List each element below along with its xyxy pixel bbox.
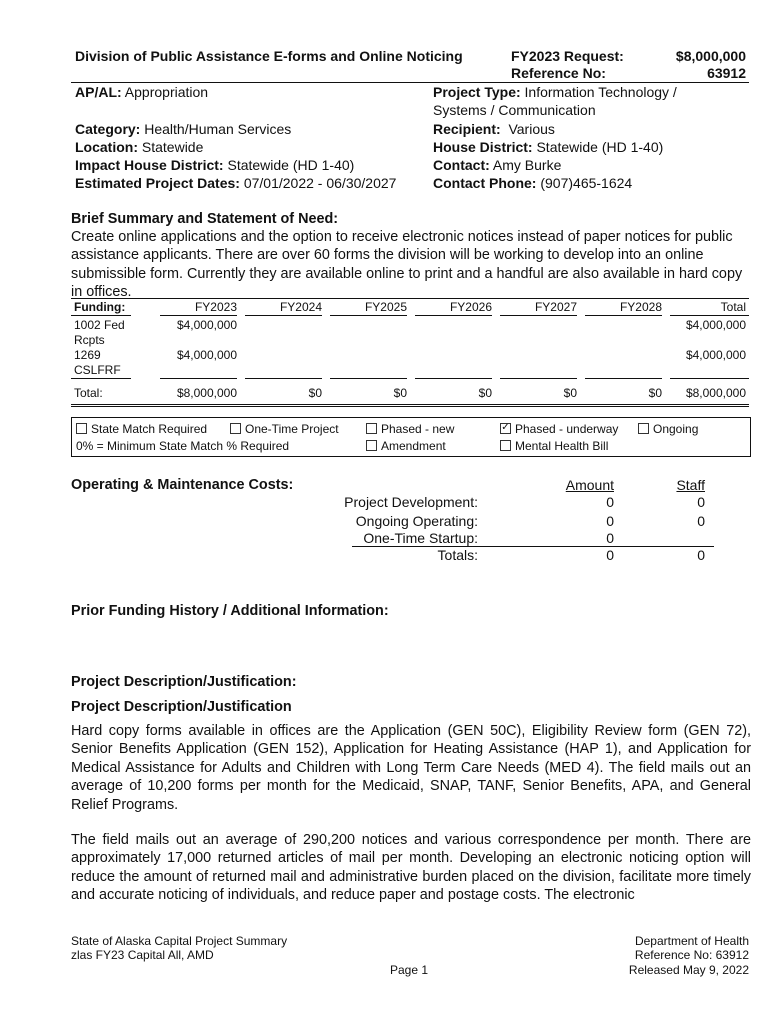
house-district-line: House District: Statewide (HD 1-40) xyxy=(433,139,664,155)
phased-new-checkbox[interactable]: Phased - new xyxy=(366,422,454,436)
funding-header-fy2024: FY2024 xyxy=(279,300,322,314)
funding-header-underline xyxy=(670,315,749,316)
mental-health-bill-checkbox[interactable]: Mental Health Bill xyxy=(500,439,608,453)
funding-subtotal-rule xyxy=(500,378,577,379)
category-line: Category: Health/Human Services xyxy=(75,121,292,137)
om-row-amount: 0 xyxy=(606,494,614,510)
impact-district-line: Impact House District: Statewide (HD 1-40) xyxy=(75,157,355,173)
funding-header-fy2025: FY2025 xyxy=(364,300,407,314)
footer-right-1: Department of Health xyxy=(634,934,749,948)
om-totals-label: Totals: xyxy=(437,547,478,563)
amendment-checkbox[interactable]: Amendment xyxy=(366,439,446,453)
summary-text: Create online applications and the option to receive electronic notices instead of paper notices for public assistance applicants. There are over 60 forms the division will be working to develop into an online submissible form. Currently they are available online to print and a handful are also available in hard copy in offices. xyxy=(71,229,743,301)
funding-subtotal-rule xyxy=(330,378,407,379)
funding-subtotal-rule xyxy=(245,378,322,379)
funding-header-underline xyxy=(415,315,492,316)
reference-value: 63912 xyxy=(707,65,746,81)
funding-subtotal-rule xyxy=(71,378,131,379)
funding-total-total: $8,000,000 xyxy=(685,386,746,400)
funding-header-fy2026: FY2026 xyxy=(449,300,492,314)
prior-funding-heading: Prior Funding History / Additional Information: xyxy=(71,603,389,619)
checked-checkbox-icon xyxy=(500,423,511,434)
funding-header-underline xyxy=(71,315,131,316)
footer-left-2: zlas FY23 Capital All, AMD xyxy=(71,948,214,962)
funding-total-label: Total: xyxy=(74,386,103,400)
footer-right-3: Released May 9, 2022 xyxy=(628,963,749,977)
funding-subtotal-rule xyxy=(160,378,237,379)
om-row-label: Project Development: xyxy=(344,494,478,510)
checkbox-icon xyxy=(500,440,511,451)
request-label: FY2023 Request: xyxy=(511,48,624,64)
summary-heading: Brief Summary and Statement of Need: xyxy=(71,211,339,227)
funding-row-2-label: 1269 xyxy=(74,348,101,362)
om-totals-staff: 0 xyxy=(697,547,705,563)
funding-row-2-fy2023: $4,000,000 xyxy=(176,348,237,362)
om-staff-header: Staff xyxy=(676,477,705,493)
description-paragraph-1: Hard copy forms available in offices are the Application (GEN 50C), Eligibility Review form (GEN 72), Senior Benefits Application (GEN 152), Application for Heating Assistance (HAP 1), and Application for Medical Assistance for Adults and Children with Long Term Care Needs (MED 4). The field mails out an average of 10,200 forms per month for the Medicaid, SNAP, TANF, Senior Benefits, APA, and General Relief Programs. xyxy=(71,723,751,813)
checkbox-icon xyxy=(638,423,649,434)
funding-header-fy2027: FY2027 xyxy=(534,300,577,314)
footer-left-1: State of Alaska Capital Project Summary xyxy=(71,934,288,948)
funding-row-2-label-2: CSLFRF xyxy=(74,363,121,377)
om-row-staff: 0 xyxy=(697,494,705,510)
min-state-match-text: 0% = Minimum State Match % Required xyxy=(76,439,290,453)
one-time-project-checkbox[interactable]: One-Time Project xyxy=(230,422,339,436)
funding-header-fy2023: FY2023 xyxy=(194,300,237,314)
project-type-line: Project Type: Information Technology / xyxy=(433,84,677,100)
reference-label: Reference No: xyxy=(511,65,606,81)
location-line: Location: Statewide xyxy=(75,139,204,155)
om-row-label: Ongoing Operating: xyxy=(355,513,478,529)
ongoing-checkbox[interactable]: Ongoing xyxy=(638,422,698,436)
funding-total-fy2028: $0 xyxy=(648,386,662,400)
phased-underway-checkbox[interactable]: ✓ Phased - underway xyxy=(500,422,618,436)
om-row-staff: 0 xyxy=(697,513,705,529)
funding-header-label: Funding: xyxy=(74,300,126,314)
om-row-amount: 0 xyxy=(606,513,614,529)
funding-row-2-total: $4,000,000 xyxy=(685,348,746,362)
funding-header-underline xyxy=(500,315,577,316)
checkbox-icon xyxy=(230,423,241,434)
funding-header-underline xyxy=(245,315,322,316)
funding-total-fy2026: $0 xyxy=(478,386,492,400)
request-value: $8,000,000 xyxy=(675,48,746,64)
project-dates-line: Estimated Project Dates: 07/01/2022 - 06/30/2027 xyxy=(75,175,397,191)
project-type-line-2: Systems / Communication xyxy=(433,102,596,118)
funding-subtotal-rule xyxy=(415,378,492,379)
funding-total-fy2023: $8,000,000 xyxy=(176,386,237,400)
funding-subtotal-rule xyxy=(585,378,662,379)
funding-header-underline xyxy=(330,315,407,316)
funding-row-1-fy2023: $4,000,000 xyxy=(176,318,237,332)
contact-line: Contact: Amy Burke xyxy=(433,157,562,173)
funding-double-rule xyxy=(71,404,749,407)
funding-subtotal-rule xyxy=(670,378,749,379)
om-row-label: One-Time Startup: xyxy=(363,530,478,546)
funding-total-fy2024: $0 xyxy=(308,386,322,400)
checkbox-icon xyxy=(76,423,87,434)
description-heading: Project Description/Justification: xyxy=(71,674,297,690)
funding-row-1-label: 1002 Fed xyxy=(74,318,125,332)
funding-header-fy2028: FY2028 xyxy=(619,300,662,314)
project-title: Division of Public Assistance E-forms and Online Noticing xyxy=(75,48,463,64)
funding-header-underline xyxy=(585,315,662,316)
om-heading: Operating & Maintenance Costs: xyxy=(71,477,294,493)
checkbox-icon xyxy=(366,440,377,451)
om-amount-header: Amount xyxy=(565,477,614,493)
funding-row-1-label-2: Rcpts xyxy=(74,333,105,347)
page-number: Page 1 xyxy=(390,963,429,977)
description-paragraph-2: The field mails out an average of 290,200 notices and various correspondence per month. There are approximately 17,000 returned articles of mail per month. Developing an electronic noticing option will reduce the amount of returned mail and administrative burden placed on the division, facilitate more timely and accurate noticing of individuals, and reduce paper and postage costs. The electronic xyxy=(71,832,751,904)
funding-total-fy2027: $0 xyxy=(563,386,577,400)
funding-top-rule xyxy=(71,298,749,299)
checkbox-icon xyxy=(366,423,377,434)
funding-total-fy2025: $0 xyxy=(393,386,407,400)
om-row-amount: 0 xyxy=(606,530,614,546)
state-match-checkbox[interactable]: State Match Required xyxy=(76,422,207,436)
funding-header-underline xyxy=(160,315,237,316)
contact-phone-line: Contact Phone: (907)465-1624 xyxy=(433,175,633,191)
om-totals-amount: 0 xyxy=(606,547,614,563)
apal-line: AP/AL: Appropriation xyxy=(75,84,209,100)
header-rule xyxy=(71,82,749,83)
description-subheading: Project Description/Justification xyxy=(71,699,292,715)
recipient-line: Recipient: Various xyxy=(433,121,555,137)
footer-right-2: Reference No: 63912 xyxy=(634,948,749,962)
funding-header-total: Total xyxy=(720,300,746,314)
funding-row-1-total: $4,000,000 xyxy=(685,318,746,332)
